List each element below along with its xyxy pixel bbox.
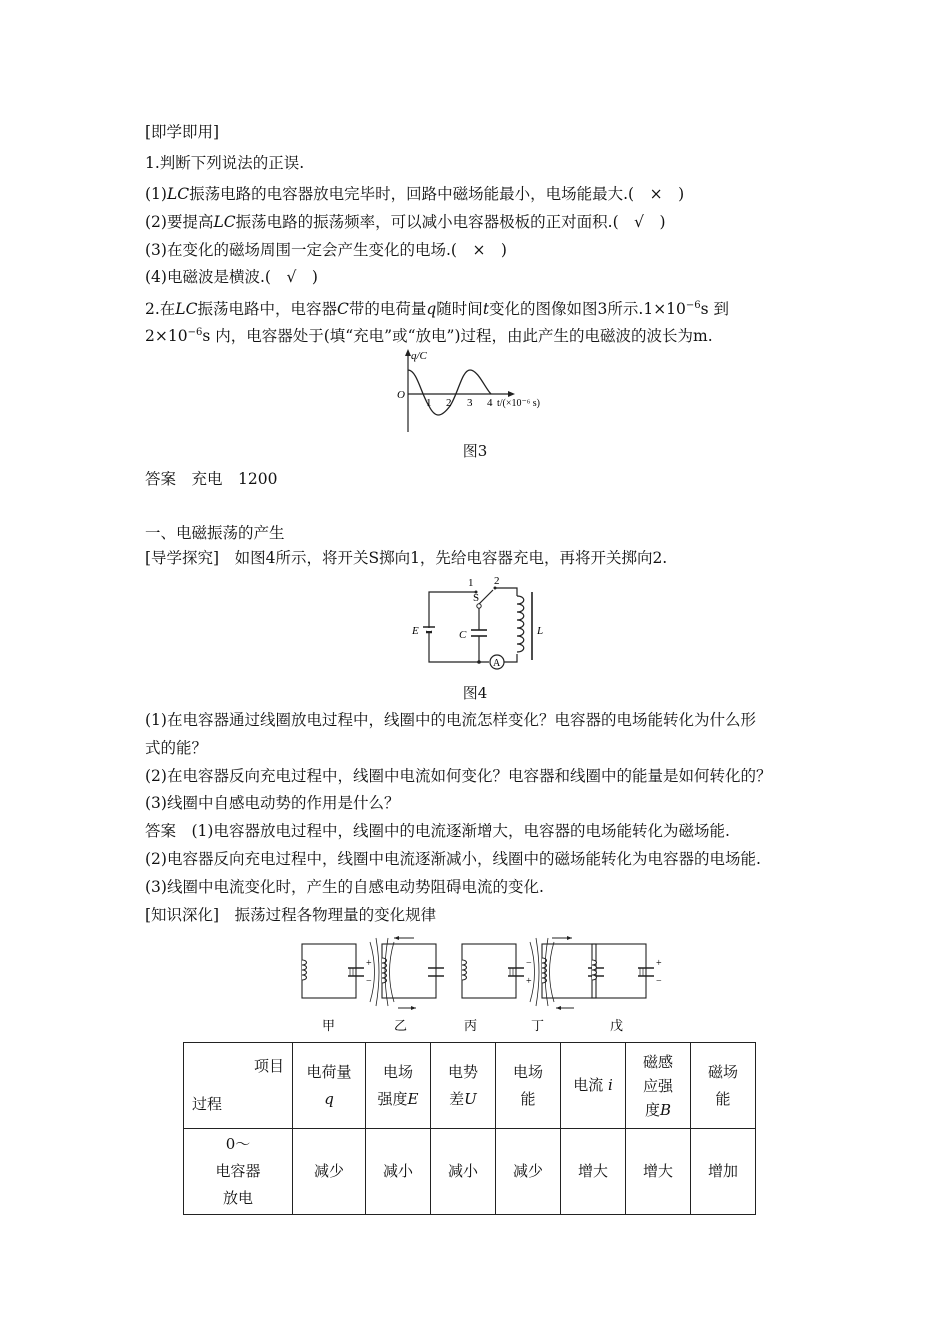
switch-pivot xyxy=(477,604,481,608)
guide-text: [导学探究] 如图4所示，将开关S掷向1，先给电容器充电，再将开关掷向2. xyxy=(145,549,668,567)
question-line-4: (3)线圈中自感电动势的作用是什么？ xyxy=(145,794,400,812)
figure-3-caption: 图3 xyxy=(462,442,488,460)
q1-item-4: (4)电磁波是横波.( √ ) xyxy=(145,268,318,286)
cell-electric-energy: 减少 xyxy=(496,1129,561,1215)
question-1-title: 1.判断下列说法的正误. xyxy=(145,154,305,172)
table-row xyxy=(184,1129,756,1215)
q1-item-2: (2)要提高LC振荡电路的振荡频率，可以减小电容器极板的正对面积.( √ ) xyxy=(145,213,666,231)
label-jia: 甲 xyxy=(322,1018,336,1033)
question-2-line-2: $2\times 10^{-6}s$ 内，电容器处于(填“充电”或“放电”)过程，由此产生的电磁波的波长为m. xyxy=(145,327,713,346)
label-A: A xyxy=(493,658,501,669)
label-wu: 戊 xyxy=(610,1018,624,1033)
label-ding: 丁 xyxy=(531,1018,545,1033)
svg-text:+: + xyxy=(656,958,662,969)
header-charge: 电荷量 q xyxy=(293,1043,366,1129)
origin-label: O xyxy=(397,389,405,401)
figure-4-circuit xyxy=(405,574,555,674)
section-label: [即学即用] xyxy=(145,123,220,141)
figure-4-caption: 图4 xyxy=(462,684,488,702)
answer-1: 答案 充电 1200 xyxy=(145,470,278,488)
q1-item-3: (3)在变化的磁场周围一定会产生变化的电场.( × ) xyxy=(145,241,507,259)
question-line-2: 式的能？ xyxy=(145,739,208,757)
label-L: L xyxy=(537,625,544,637)
label-2: 2 xyxy=(494,575,500,587)
corner-cell: 项目 过程 xyxy=(184,1043,293,1129)
stage-jia xyxy=(302,944,372,998)
svg-text:−: − xyxy=(526,958,532,969)
y-axis-label: q/C xyxy=(411,350,427,362)
question-line-1: (1)在电容器通过线圈放电过程中，线圈中的电流怎样变化？电容器的电场能转化为什么形 xyxy=(145,711,756,729)
stage-bing xyxy=(462,944,532,998)
section-heading-1: 一、电磁振荡的产生 xyxy=(145,524,285,542)
cell-field-strength: 减小 xyxy=(366,1129,431,1215)
table-header-row xyxy=(184,1043,756,1129)
header-current: 电流 i xyxy=(561,1043,626,1129)
answer-line-1: 答案 (1)电容器放电过程中，线圈中的电流逐渐增大，电容器的电场能转化为磁场能. xyxy=(145,822,730,840)
svg-text:−: − xyxy=(366,976,372,987)
question-line-3: (2)在电容器反向充电过程中，线圈中电流如何变化？电容器和线圈中的能量是如何转化的？ xyxy=(145,767,772,785)
junction-dot xyxy=(477,660,481,664)
label-E: E xyxy=(412,625,419,637)
svg-text:−: − xyxy=(656,976,662,987)
header-electric-energy: 电场 能 xyxy=(496,1043,561,1129)
label-yi: 乙 xyxy=(394,1018,408,1033)
cell-current: 增大 xyxy=(561,1129,626,1215)
header-field-strength: 电场 强度E xyxy=(366,1043,431,1129)
answer-line-3: (3)线圈中电流变化时，产生的自感电动势阻碍电流的变化. xyxy=(145,878,544,896)
cell-charge: 减少 xyxy=(293,1129,366,1215)
oscillation-table xyxy=(183,1042,756,1215)
cell-magnetic-energy: 增加 xyxy=(691,1129,756,1215)
knowledge-heading: [知识深化] 振荡过程各物理量的变化规律 xyxy=(145,906,437,924)
stage-yi xyxy=(370,936,444,1010)
stage-wu xyxy=(592,944,662,998)
label-1: 1 xyxy=(468,577,474,589)
question-2-line-1: 2.在LC振荡电路中，电容器C带的电荷量q随时间t变化的图像如图3所示$.1\times 10^{-6}s$ 到 xyxy=(145,300,730,319)
answer-line-2: (2)电容器反向充电过程中，线圈中电流逐渐减小，线圈中的磁场能转化为电容器的电场能. xyxy=(145,850,761,868)
tick-4: 4 xyxy=(487,397,493,409)
header-magnetic-induction: 磁感 应强 度B xyxy=(626,1043,691,1129)
label-S: S xyxy=(473,592,480,604)
svg-text:+: + xyxy=(526,976,532,987)
tick-1: 1 xyxy=(426,397,432,409)
label-C: C xyxy=(459,629,467,641)
inductor-coil xyxy=(517,596,524,652)
label-bing: 丙 xyxy=(464,1018,478,1033)
svg-text:+: + xyxy=(366,958,372,969)
header-magnetic-energy: 磁场 能 xyxy=(691,1043,756,1129)
cell-potential: 减小 xyxy=(431,1129,496,1215)
cell-magnetic-induction: 增大 xyxy=(626,1129,691,1215)
tick-2: 2 xyxy=(446,397,452,409)
figure-3-graph xyxy=(390,348,570,434)
tick-3: 3 xyxy=(467,397,473,409)
x-axis-label: t/(×10⁻⁶ s) xyxy=(497,398,541,409)
row-label: 0～ 电容器 放电 xyxy=(184,1129,293,1215)
oscillation-stages-figure xyxy=(290,932,670,1036)
wire-right xyxy=(495,588,517,662)
x-axis-arrow xyxy=(508,391,515,397)
switch-blade xyxy=(479,590,493,604)
q1-item-1: (1)LC振荡电路的电容器放电完毕时，回路中磁场能最小，电场能最大.( × ) xyxy=(145,185,685,203)
header-potential: 电势 差U xyxy=(431,1043,496,1129)
